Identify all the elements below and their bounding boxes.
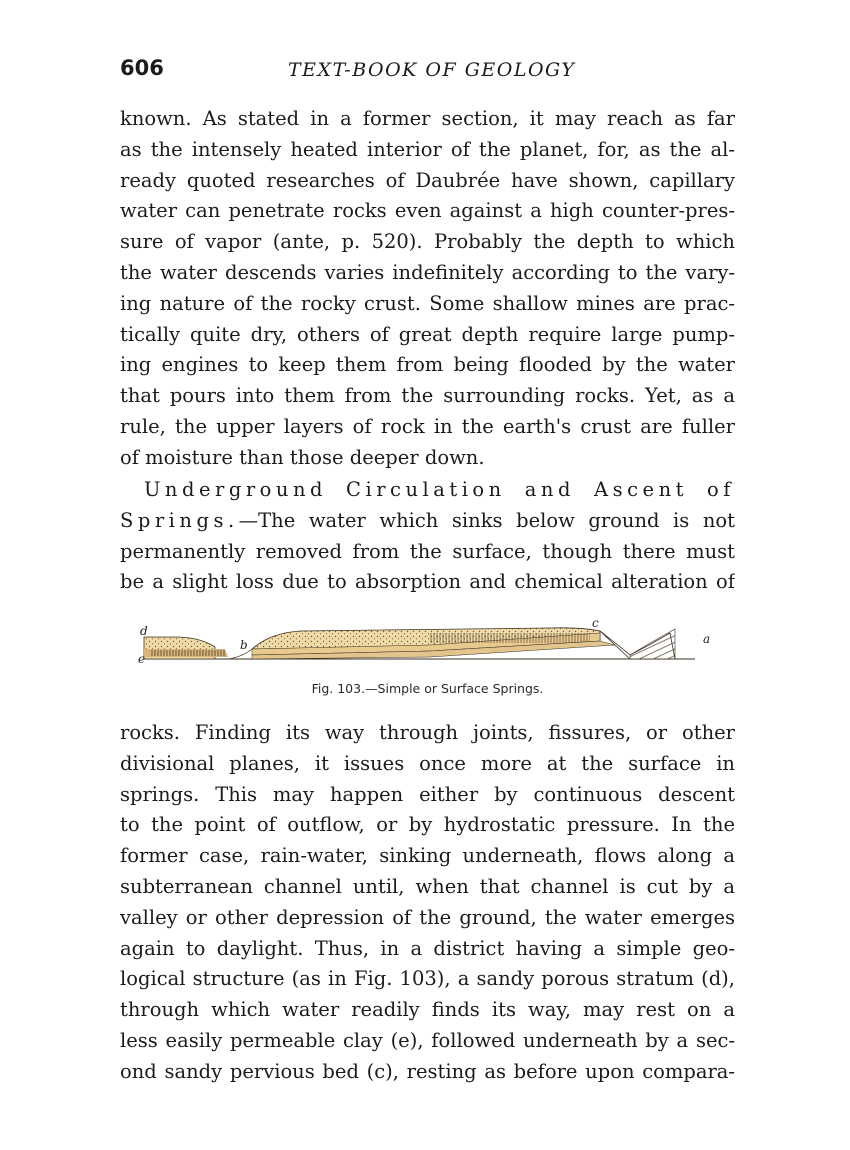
text-line: ing engines to keep them from being flooded by the water (120, 353, 735, 377)
label-d: d (140, 624, 148, 638)
text-line: as the intensely heated interior of the planet, for, as the al- (120, 137, 735, 161)
text-line: known. As stated in a former section, it may reach as far (120, 107, 735, 130)
page-number: 606 (120, 56, 164, 80)
label-c: c (592, 616, 599, 630)
figure-caption: Fig. 103.—Simple or Surface Springs. (311, 681, 544, 696)
text-line: that pours into them from the surrounding rocks. Yet, as a (120, 384, 735, 408)
text-line: subterranean channel until, when that channel is cut by a (120, 874, 735, 898)
geological-section (130, 615, 730, 675)
label-e: e (138, 652, 146, 666)
label-a: a (703, 632, 711, 646)
text-line: sure of vapor (ante, p. 520). Probably the depth to which (120, 230, 735, 254)
hill-a (630, 629, 675, 659)
text-line: ond sandy pervious bed (c), resting as before upon compara- (120, 1059, 735, 1083)
label-b: b (240, 638, 248, 652)
text-line: valley or other depression of the ground, the water emerges (120, 905, 735, 929)
text-line: rocks. Finding its way through joints, fissures, or other (120, 721, 735, 744)
text-line: divisional planes, it issues once more at the surface in (120, 751, 735, 775)
running-title: TEXT-BOOK OF GEOLOGY (288, 59, 576, 81)
figure-103-diagram (130, 615, 730, 675)
text-line: former case, rain-water, sinking underneath, flows along a (120, 844, 735, 868)
clay-texture-center (430, 633, 590, 643)
section-heading-tail: Springs. (120, 508, 239, 532)
page-header (120, 56, 735, 86)
text-line: through which water readily finds its way, may rest on a (120, 998, 735, 1022)
section-heading-text: Underground Circulation and Ascent of (144, 478, 735, 501)
text-line (120, 506, 735, 537)
text-line: water can penetrate rocks even against a high counter-pres- (120, 199, 735, 223)
paragraph-1 (120, 104, 735, 474)
text-line: tically quite dry, others of great depth require large pump- (120, 322, 735, 346)
text-line: again to daylight. Thus, in a district having a simple geo- (120, 936, 735, 960)
text-line: permanently removed from the surface, though there must (120, 539, 735, 563)
paragraph-3 (120, 718, 735, 1088)
text-line: ready quoted researches of Daubrée have shown, capillary (120, 168, 735, 192)
text-line: the water descends varies indefinitely according to the vary- (120, 260, 735, 284)
text-line: springs. This may happen either by continuous descent (120, 782, 735, 806)
text-line: ing nature of the rocky crust. Some shallow mines are prac- (120, 291, 735, 315)
section-heading (120, 475, 735, 506)
text-line: less easily permeable clay (e), followed underneath by a sec- (120, 1028, 735, 1052)
text-line: be a slight loss due to absorption and chemical alteration of (120, 570, 735, 594)
text-line: logical structure (as in Fig. 103), a sandy porous stratum (d), (120, 967, 735, 991)
paragraph-2 (120, 475, 735, 598)
text-line: rule, the upper layers of rock in the earth's crust are fuller (120, 414, 735, 438)
text-line: of moisture than those deeper down. (120, 445, 485, 469)
text-line: to the point of outflow, or by hydrostatic pressure. In the (120, 813, 735, 837)
clay-texture-left (150, 650, 225, 656)
text-span: —The water which sinks below ground is not (238, 508, 735, 532)
